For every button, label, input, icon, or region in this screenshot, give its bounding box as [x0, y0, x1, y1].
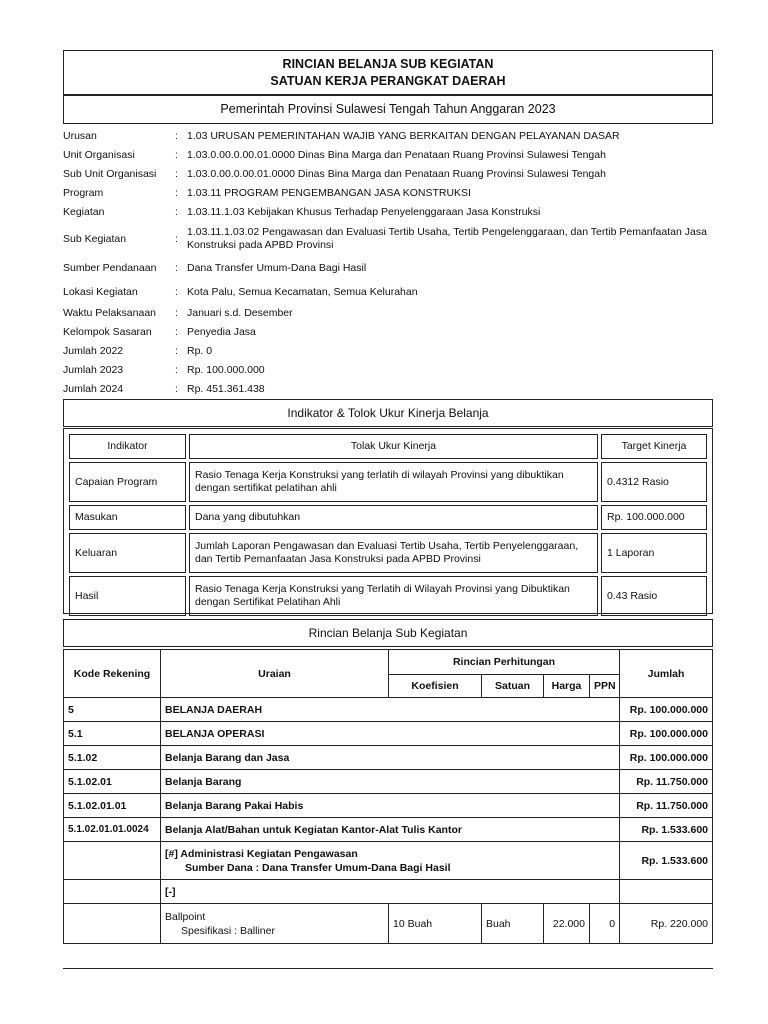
meta-colon: :	[175, 187, 178, 199]
meta-colon: :	[175, 345, 178, 357]
item-jumlah: Rp. 220.000	[620, 904, 713, 944]
meta-colon: :	[175, 206, 178, 218]
meta-row-sub-kegiatan	[63, 222, 713, 256]
jumlah-cell: Rp. 1.533.600	[620, 818, 713, 842]
indikator-section-title-text: Indikator & Tolok Ukur Kinerja Belanja	[287, 406, 489, 420]
uraian-cell: Belanja Barang Pakai Habis	[161, 794, 620, 818]
meta-label: Sub Unit Organisasi	[63, 168, 157, 180]
indikator-header-row	[69, 434, 707, 459]
meta-row-jumlah-2022	[63, 342, 713, 361]
group-uraian-cell	[161, 842, 620, 880]
kode-cell-empty	[64, 880, 161, 904]
rincian-section-title	[63, 619, 713, 647]
meta-value: Rp. 451.361.438	[187, 383, 265, 395]
indikator-table	[66, 431, 710, 619]
meta-row-jumlah-2024	[63, 380, 713, 399]
table-row	[64, 794, 713, 818]
kode-cell: 5.1	[64, 722, 161, 746]
uraian-cell: BELANJA DAERAH	[161, 698, 620, 722]
meta-colon: :	[175, 149, 178, 161]
header-ppn: PPN	[590, 675, 620, 698]
header-harga: Harga	[544, 675, 590, 698]
meta-colon: :	[175, 168, 178, 180]
meta-label: Kelompok Sasaran	[63, 326, 152, 338]
table-row	[69, 533, 707, 573]
meta-label: Unit Organisasi	[63, 149, 135, 161]
kode-cell-empty	[64, 904, 161, 944]
group-sumber-dana: Sumber Dana : Dana Transfer Umum-Dana Bagi Hasil	[185, 861, 451, 874]
header-rincian-perhitungan: Rincian Perhitungan	[389, 650, 620, 675]
indikator-header-tolok: Tolak Ukur Kinerja	[189, 434, 598, 459]
group-title: [#] Administrasi Kegiatan Pengawasan	[165, 847, 358, 860]
document-subtitle	[63, 95, 713, 124]
table-row	[64, 770, 713, 794]
kode-cell: 5.1.02.01.01.0024	[64, 818, 161, 842]
table-row	[64, 818, 713, 842]
meta-row-urusan	[63, 127, 713, 146]
indikator-header-indikator: Indikator	[69, 434, 186, 459]
item-name: Ballpoint	[165, 910, 206, 923]
table-row	[69, 462, 707, 502]
meta-value: Rp. 0	[187, 345, 213, 357]
indikator-section-title	[63, 399, 713, 427]
meta-value: 1.03.11.1.03 Kebijakan Khusus Terhadap Penyelenggaraan Jasa Konstruksi	[187, 206, 541, 218]
jumlah-cell-empty	[620, 880, 713, 904]
item-koefisien: 10 Buah	[389, 904, 482, 944]
meta-value: Dana Transfer Umum-Dana Bagi Hasil	[187, 262, 367, 274]
kode-cell-empty	[64, 842, 161, 880]
table-row	[69, 505, 707, 530]
tolok-cell: Rasio Tenaga Kerja Konstruksi yang terlatih di wilayah Provinsi yang dibuktikan dengan sertifikat pelatihan ahli	[189, 462, 598, 502]
meta-label: Jumlah 2023	[63, 364, 124, 376]
rincian-table-container	[63, 649, 713, 944]
target-cell: 0.43 Rasio	[601, 576, 707, 616]
subgroup-cell: [-]	[161, 880, 620, 904]
kode-cell: 5.1.02	[64, 746, 161, 770]
jumlah-cell: Rp. 11.750.000	[620, 770, 713, 794]
meta-row-kegiatan	[63, 203, 713, 222]
meta-value: 1.03.0.00.0.00.01.0000 Dinas Bina Marga dan Penataan Ruang Provinsi Sulawesi Tengah	[187, 149, 606, 161]
meta-row-sub-unit-organisasi	[63, 165, 713, 184]
rincian-table	[63, 649, 713, 944]
meta-colon: :	[175, 130, 178, 142]
kode-cell: 5	[64, 698, 161, 722]
tolok-cell: Jumlah Laporan Pengawasan dan Evaluasi Tertib Usaha, Tertib Penyelenggaraan, dan Tertib Pemanfaatan Jasa Konstruksi pada APBD Provinsi	[189, 533, 598, 573]
item-ppn: 0	[590, 904, 620, 944]
meta-colon: :	[175, 262, 178, 274]
table-row	[69, 576, 707, 616]
indikator-cell: Hasil	[69, 576, 186, 616]
target-cell: Rp. 100.000.000	[601, 505, 707, 530]
meta-colon: :	[175, 326, 178, 338]
meta-value: Kota Palu, Semua Kecamatan, Semua Kelurahan	[187, 286, 418, 298]
kode-cell: 5.1.02.01.01	[64, 794, 161, 818]
meta-label: Kegiatan	[63, 206, 105, 218]
subtitle-text: Pemerintah Provinsi Sulawesi Tengah Tahun Anggaran 2023	[220, 102, 556, 116]
meta-row-unit-organisasi	[63, 146, 713, 165]
indikator-table-container	[63, 428, 713, 614]
meta-value: Januari s.d. Desember	[187, 307, 293, 319]
table-row	[64, 746, 713, 770]
table-row-group	[64, 842, 713, 880]
meta-info	[63, 127, 713, 399]
tolok-cell: Rasio Tenaga Kerja Konstruksi yang Terlatih di Wilayah Provinsi yang Dibuktikan dengan Sertifikat Pelatihan Ahli	[189, 576, 598, 616]
meta-colon: :	[175, 307, 178, 319]
meta-value: 1.03.11.1.03.02 Pengawasan dan Evaluasi Tertib Usaha, Tertib Pengelenggaraan, dan Tertib Pemanfaatan Jasa Konstruksi pada APBD Provinsi	[187, 226, 707, 251]
header-uraian: Uraian	[161, 650, 389, 698]
meta-colon: :	[175, 232, 178, 245]
document-title	[63, 50, 713, 95]
table-row-subgroup	[64, 880, 713, 904]
indikator-cell: Masukan	[69, 505, 186, 530]
jumlah-cell: Rp. 100.000.000	[620, 722, 713, 746]
rincian-header-row-1	[64, 650, 713, 675]
tolok-cell: Dana yang dibutuhkan	[189, 505, 598, 530]
title-line-2: SATUAN KERJA PERANGKAT DAERAH	[270, 74, 506, 88]
table-row-item	[64, 904, 713, 944]
meta-row-program	[63, 184, 713, 203]
meta-value: Rp. 100.000.000	[187, 364, 265, 376]
meta-value: 1.03 URUSAN PEMERINTAHAN WAJIB YANG BERKAITAN DENGAN PELAYANAN DASAR	[187, 130, 620, 142]
item-spec: Spesifikasi : Balliner	[181, 924, 275, 937]
header-satuan: Satuan	[482, 675, 544, 698]
item-uraian-cell	[161, 904, 389, 944]
meta-colon: :	[175, 383, 178, 395]
meta-label: Lokasi Kegiatan	[63, 286, 138, 298]
header-kode-rekening: Kode Rekening	[64, 650, 161, 698]
meta-label: Sub Kegiatan	[63, 232, 127, 245]
meta-row-lokasi-kegiatan	[63, 281, 713, 304]
title-line-1: RINCIAN BELANJA SUB KEGIATAN	[282, 57, 494, 71]
indikator-cell: Keluaran	[69, 533, 186, 573]
uraian-cell: Belanja Barang dan Jasa	[161, 746, 620, 770]
meta-label: Sumber Pendanaan	[63, 262, 157, 274]
uraian-cell: Belanja Alat/Bahan untuk Kegiatan Kantor-Alat Tulis Kantor	[161, 818, 620, 842]
meta-label: Urusan	[63, 130, 97, 142]
header-jumlah: Jumlah	[620, 650, 713, 698]
meta-label: Program	[63, 187, 104, 199]
meta-label: Waktu Pelaksanaan	[63, 307, 156, 319]
table-row	[64, 698, 713, 722]
meta-row-waktu-pelaksanaan	[63, 304, 713, 323]
header-koefisien: Koefisien	[389, 675, 482, 698]
jumlah-cell: Rp. 100.000.000	[620, 698, 713, 722]
rincian-section-title-text: Rincian Belanja Sub Kegiatan	[308, 626, 468, 640]
target-cell: 0.4312 Rasio	[601, 462, 707, 502]
uraian-cell: BELANJA OPERASI	[161, 722, 620, 746]
meta-value: Penyedia Jasa	[187, 326, 256, 338]
meta-value: 1.03.11 PROGRAM PENGEMBANGAN JASA KONSTRUKSI	[187, 187, 471, 199]
meta-colon: :	[175, 364, 178, 376]
jumlah-cell: Rp. 11.750.000	[620, 794, 713, 818]
meta-value: 1.03.0.00.0.00.01.0000 Dinas Bina Marga dan Penataan Ruang Provinsi Sulawesi Tengah	[187, 168, 606, 180]
item-harga: 22.000	[544, 904, 590, 944]
uraian-cell: Belanja Barang	[161, 770, 620, 794]
target-cell: 1 Laporan	[601, 533, 707, 573]
meta-row-jumlah-2023	[63, 361, 713, 380]
kode-cell: 5.1.02.01	[64, 770, 161, 794]
meta-label: Jumlah 2022	[63, 345, 124, 357]
jumlah-cell: Rp. 100.000.000	[620, 746, 713, 770]
meta-colon: :	[175, 286, 178, 298]
table-row	[64, 722, 713, 746]
item-satuan: Buah	[482, 904, 544, 944]
indikator-header-target: Target Kinerja	[601, 434, 707, 459]
meta-label: Jumlah 2024	[63, 383, 124, 395]
indikator-cell: Capaian Program	[69, 462, 186, 502]
page-bottom-divider	[63, 968, 713, 969]
meta-row-kelompok-sasaran	[63, 323, 713, 342]
meta-row-sumber-pendanaan	[63, 256, 713, 281]
jumlah-cell: Rp. 1.533.600	[620, 842, 713, 880]
